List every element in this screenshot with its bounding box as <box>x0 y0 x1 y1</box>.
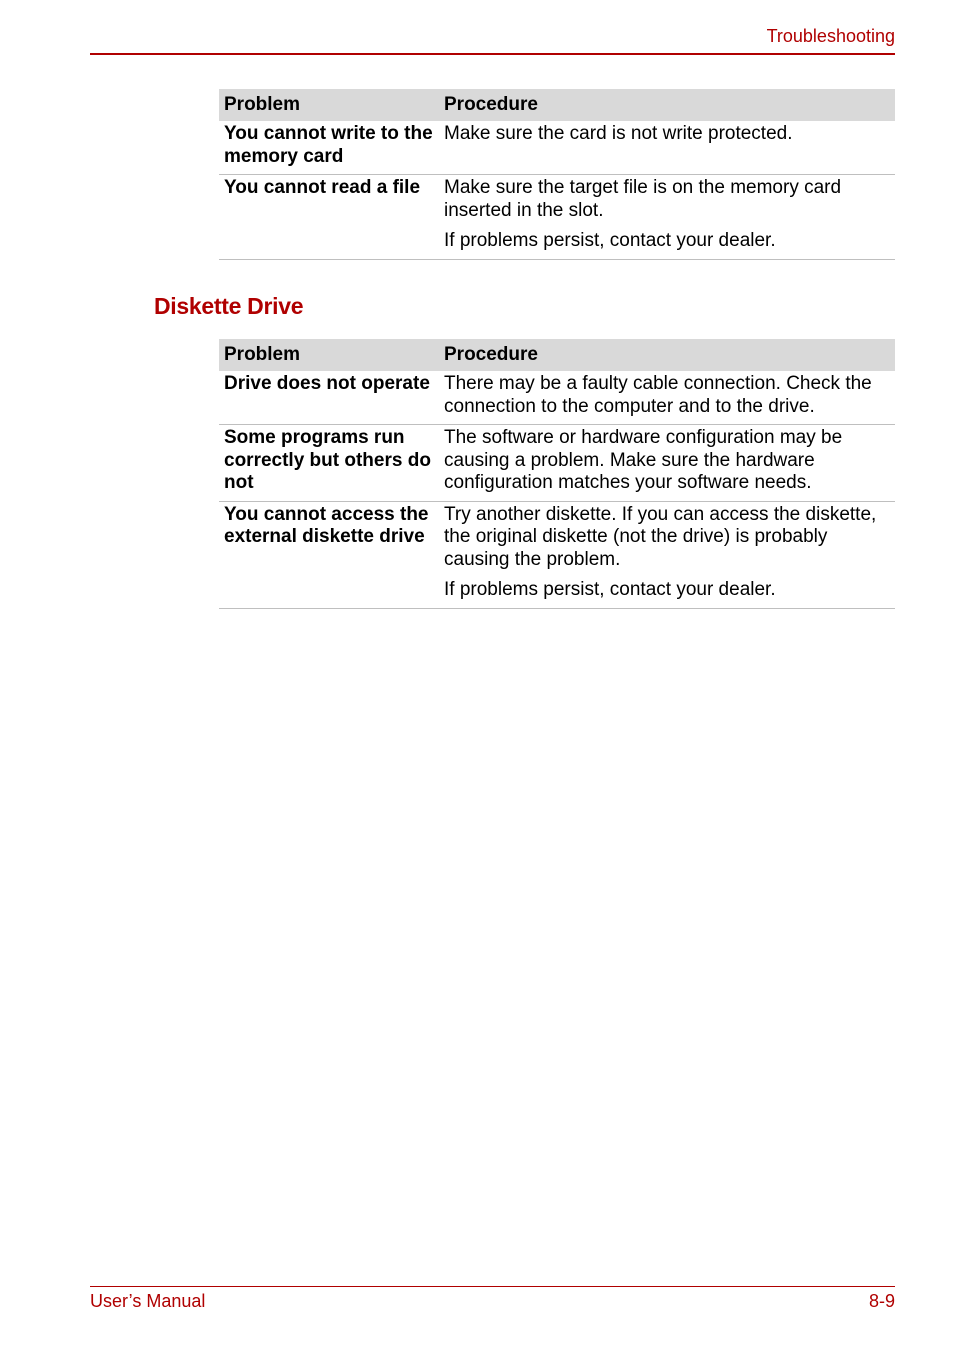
procedure-text: Try another diskette. If you can access the diskette, the original diskette (not the drive) is probably causing the problem. <box>444 503 877 570</box>
header-rule <box>90 53 895 55</box>
footer-rule <box>90 1286 895 1287</box>
memory-card-table <box>219 89 895 260</box>
procedure-text: Make sure the target file is on the memory card inserted in the slot. <box>444 177 842 221</box>
problem-cell: You cannot write to the memory card <box>224 123 433 167</box>
table-row <box>219 502 895 609</box>
column-header-problem: Problem <box>224 344 301 365</box>
column-header-procedure: Procedure <box>444 94 538 115</box>
table-row <box>219 175 895 260</box>
procedure-cell <box>444 425 895 501</box>
procedure-cell <box>444 502 895 608</box>
procedure-cell <box>444 371 895 424</box>
procedure-text: If problems persist, contact your dealer. <box>444 230 776 251</box>
problem-cell: You cannot access the external diskette drive <box>224 503 429 547</box>
column-header-problem: Problem <box>224 94 301 115</box>
problem-cell: Drive does not operate <box>224 373 430 394</box>
table-header-row <box>219 339 895 371</box>
running-header: Troubleshooting <box>766 26 895 46</box>
procedure-cell <box>444 121 895 174</box>
procedure-cell <box>444 175 895 259</box>
section-heading: Diskette Drive <box>154 293 304 319</box>
procedure-text: The software or hardware configuration may be causing a problem. Make sure the hardware configuration matches your software needs. <box>444 427 843 493</box>
procedure-text: Make sure the card is not write protected. <box>444 123 793 144</box>
table-row <box>219 121 895 175</box>
table-header-row <box>219 89 895 121</box>
diskette-drive-table <box>219 339 895 609</box>
problem-cell: Some programs run correctly but others do not <box>224 427 431 493</box>
table-row <box>219 371 895 425</box>
footer-manual-title: User’s Manual <box>90 1291 206 1311</box>
page-number: 8-9 <box>868 1291 895 1311</box>
procedure-text: If problems persist, contact your dealer. <box>444 579 776 600</box>
column-header-procedure: Procedure <box>444 344 538 365</box>
problem-cell: You cannot read a file <box>224 177 421 198</box>
procedure-text: There may be a faulty cable connection. Check the connection to the computer and to the drive. <box>444 373 872 417</box>
table-row <box>219 425 895 502</box>
